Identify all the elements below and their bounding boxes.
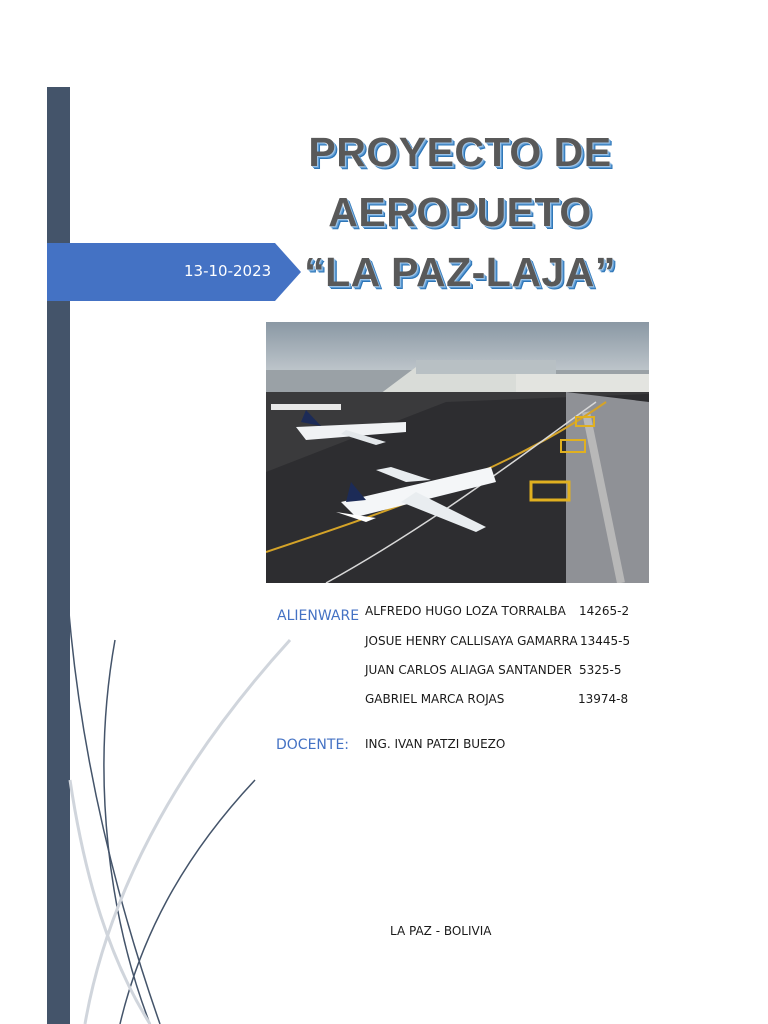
group-label: ALIENWARE (277, 608, 360, 624)
airport-apron-photo (266, 322, 649, 583)
member-name-1: ALFREDO HUGO LOZA TORRALBA (365, 604, 566, 618)
decorative-curves (0, 580, 320, 1024)
member-name-2: JOSUE HENRY CALLISAYA GAMARRA (365, 634, 578, 648)
member-id-2: 13445-5 (580, 634, 631, 648)
cover-title (270, 122, 650, 302)
location: LA PAZ - BOLIVIA (390, 924, 492, 938)
member-id-1: 14265-2 (579, 604, 630, 618)
title-line-2: AEROPUETO (328, 189, 592, 235)
cover-date: 13-10-2023 (184, 262, 272, 280)
member-name-4: GABRIEL MARCA ROJAS (365, 692, 505, 706)
member-name-3: JUAN CARLOS ALIAGA SANTANDER (365, 663, 572, 677)
title-line-3: “LA PAZ-LAJA” (304, 249, 616, 295)
member-id-4: 13974-8 (578, 692, 629, 706)
teacher-label: DOCENTE: (276, 737, 350, 753)
teacher-name: ING. IVAN PATZI BUEZO (365, 737, 506, 751)
member-id-3: 5325-5 (579, 663, 622, 677)
title-line-1: PROYECTO DE (308, 129, 612, 175)
